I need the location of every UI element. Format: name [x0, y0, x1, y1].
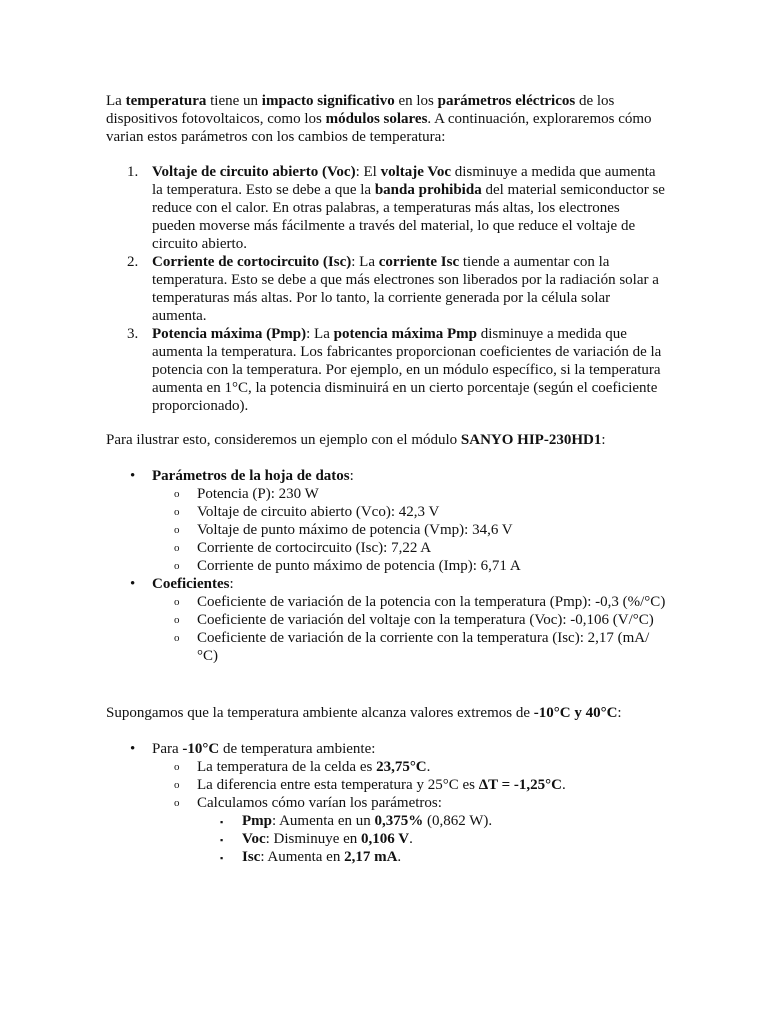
- assumption-paragraph: [106, 704, 666, 722]
- item-text: Coeficiente de variación del voltaje con la temperatura (Voc): -0,106 (V/°C): [197, 612, 654, 628]
- numbered-item-isc: [106, 253, 666, 325]
- coefficient-item: [106, 629, 666, 665]
- item-number: 2.: [127, 254, 139, 270]
- case-header: [106, 740, 666, 758]
- square-bullet-icon: ▪: [220, 835, 224, 845]
- text: : El: [355, 164, 381, 180]
- bold-text: corriente Isc: [378, 254, 460, 270]
- bullet-icon: •: [130, 576, 136, 592]
- text: . A continuación, exploraremos cómo varian estos parámetros con los cambios de temperatura:: [106, 111, 652, 145]
- square-bullet-icon: ▪: [220, 853, 224, 863]
- circle-bullet-icon: o: [174, 797, 180, 809]
- bold-text: Potencia máxima (Pmp): [152, 326, 307, 342]
- item-text: Voltaje de circuito abierto (Vco): 42,3 V: [197, 504, 440, 520]
- section-label: Parámetros de la hoja de datos: [152, 468, 350, 484]
- bold-text: Pmp: [242, 813, 272, 829]
- circle-bullet-icon: o: [174, 506, 180, 518]
- circle-bullet-icon: o: [174, 560, 180, 572]
- bold-text: temperatura: [125, 93, 207, 109]
- bold-text: módulos solares: [325, 111, 428, 127]
- bold-text: 0,375%: [374, 813, 424, 829]
- item-text: Corriente de punto máximo de potencia (Imp): 6,71 A: [197, 558, 521, 574]
- circle-bullet-icon: o: [174, 779, 180, 791]
- text: :: [229, 576, 234, 592]
- text: disminuye a medida que aumenta la temperatura. Los fabricantes proporcionan coeficientes de variación de la potencia con la temperatura. Por ejemplo, en un módulo específico, si la temperatura aumenta en 1°C, la potencia disminuirá en un cierto porcentaje (según el coeficiente proporcionado).: [152, 326, 662, 414]
- text: :: [617, 705, 622, 721]
- text: .: [397, 849, 402, 865]
- datasheet-item: [106, 503, 666, 521]
- text: Calculamos cómo varían los parámetros:: [197, 795, 442, 811]
- bold-text: Voc: [242, 831, 266, 847]
- text: en los: [394, 93, 438, 109]
- bold-text: Corriente de cortocircuito (Isc): [152, 254, 352, 270]
- param-item-pmp: [106, 812, 666, 830]
- item-text: Potencia (P): 230 W: [197, 486, 319, 502]
- item-number: 1.: [127, 164, 139, 180]
- item-text: Coeficiente de variación de la potencia con la temperatura (Pmp): -0,3 (%/°C): [197, 594, 666, 610]
- circle-bullet-icon: o: [174, 542, 180, 554]
- text: La diferencia entre esta temperatura y 25°C es: [197, 777, 479, 793]
- circle-bullet-icon: o: [174, 596, 180, 608]
- bold-text: impacto significativo: [261, 93, 395, 109]
- cell-temperature-item: [106, 758, 666, 776]
- circle-bullet-icon: o: [174, 488, 180, 500]
- text: .: [409, 831, 413, 847]
- square-bullet-icon: ▪: [220, 817, 224, 827]
- intro-paragraph: [106, 92, 666, 146]
- text: : Aumenta en: [260, 849, 345, 865]
- datasheet-section: [106, 467, 666, 485]
- text: tiene un: [206, 93, 262, 109]
- datasheet-list: [106, 467, 666, 665]
- item-text: Voltaje de punto máximo de potencia (Vmp): 34,6 V: [197, 522, 513, 538]
- item-text: Coeficiente de variación de la corriente con la temperatura (Isc): 2,17 (mA/°C): [197, 630, 650, 664]
- bold-text: voltaje Voc: [380, 164, 451, 180]
- circle-bullet-icon: o: [174, 524, 180, 536]
- item-number: 3.: [127, 326, 139, 342]
- text: de los dispositivos fotovoltaicos, como los: [106, 93, 615, 127]
- calculation-item: [106, 794, 666, 812]
- text: : Disminuye en: [265, 831, 362, 847]
- numbered-item-voc: [106, 163, 666, 253]
- bold-text: -10°C: [182, 741, 220, 757]
- bold-text: 23,75°C: [376, 759, 427, 775]
- text: .: [426, 759, 431, 775]
- circle-bullet-icon: o: [174, 614, 180, 626]
- text: del material semiconductor se reduce con el calor. En otras palabras, a temperaturas más altas, los electrones pueden moverse más fácilmente a través del material, lo que reduce el voltaje de circuito abierto.: [152, 182, 665, 252]
- text: :: [349, 468, 354, 484]
- temperature-difference-item: [106, 776, 666, 794]
- bold-text: Isc: [242, 849, 261, 865]
- coefficients-section: [106, 575, 666, 593]
- text: Para: [152, 741, 183, 757]
- bold-text: ΔT = -1,25°C: [478, 777, 562, 793]
- coefficient-item: [106, 593, 666, 611]
- text: tiende a aumentar con la temperatura. Esto se debe a que más electrones son liberados por la radiación solar a temperaturas más altas. Por lo tanto, la corriente generada por la célula solar aumenta.: [152, 254, 659, 324]
- numbered-item-pmp: [106, 325, 666, 415]
- bullet-icon: •: [130, 741, 136, 757]
- text: : Aumenta en un: [272, 813, 375, 829]
- param-item-isc: [106, 848, 666, 866]
- text: de temperatura ambiente:: [219, 741, 376, 757]
- text: La temperatura de la celda es: [197, 759, 377, 775]
- example-paragraph: [106, 431, 666, 449]
- bold-text: parámetros eléctricos: [437, 93, 576, 109]
- bold-text: banda prohibida: [374, 182, 482, 198]
- circle-bullet-icon: o: [174, 761, 180, 773]
- item-text: Corriente de cortocircuito (Isc): 7,22 A: [197, 540, 432, 556]
- text: :: [601, 432, 606, 448]
- circle-bullet-icon: o: [174, 632, 180, 644]
- datasheet-item: [106, 485, 666, 503]
- text: Supongamos que la temperatura ambiente alcanza valores extremos de: [106, 705, 534, 721]
- datasheet-item: [106, 521, 666, 539]
- param-item-voc: [106, 830, 666, 848]
- text: La: [106, 93, 126, 109]
- numbered-list: [106, 163, 666, 415]
- bold-text: potencia máxima Pmp: [333, 326, 477, 342]
- text: .: [561, 777, 566, 793]
- datasheet-item: [106, 557, 666, 575]
- section-label: Coeficientes: [152, 576, 230, 592]
- text: : La: [306, 326, 334, 342]
- text: : La: [351, 254, 379, 270]
- datasheet-item: [106, 539, 666, 557]
- bold-text: Voltaje de circuito abierto (Voc): [152, 164, 356, 180]
- text: Para ilustrar esto, consideremos un ejemplo con el módulo: [106, 432, 461, 448]
- coefficient-item: [106, 611, 666, 629]
- bold-text: SANYO HIP-230HD1: [460, 432, 602, 448]
- text: (0,862 W).: [423, 813, 493, 829]
- bold-text: 2,17 mA: [344, 849, 398, 865]
- bullet-icon: •: [130, 468, 136, 484]
- bold-text: 0,106 V: [361, 831, 410, 847]
- case-list: [106, 740, 666, 866]
- text: disminuye a medida que aumenta la temperatura. Esto se debe a que la: [152, 164, 656, 198]
- bold-text: -10°C y 40°C: [533, 705, 618, 721]
